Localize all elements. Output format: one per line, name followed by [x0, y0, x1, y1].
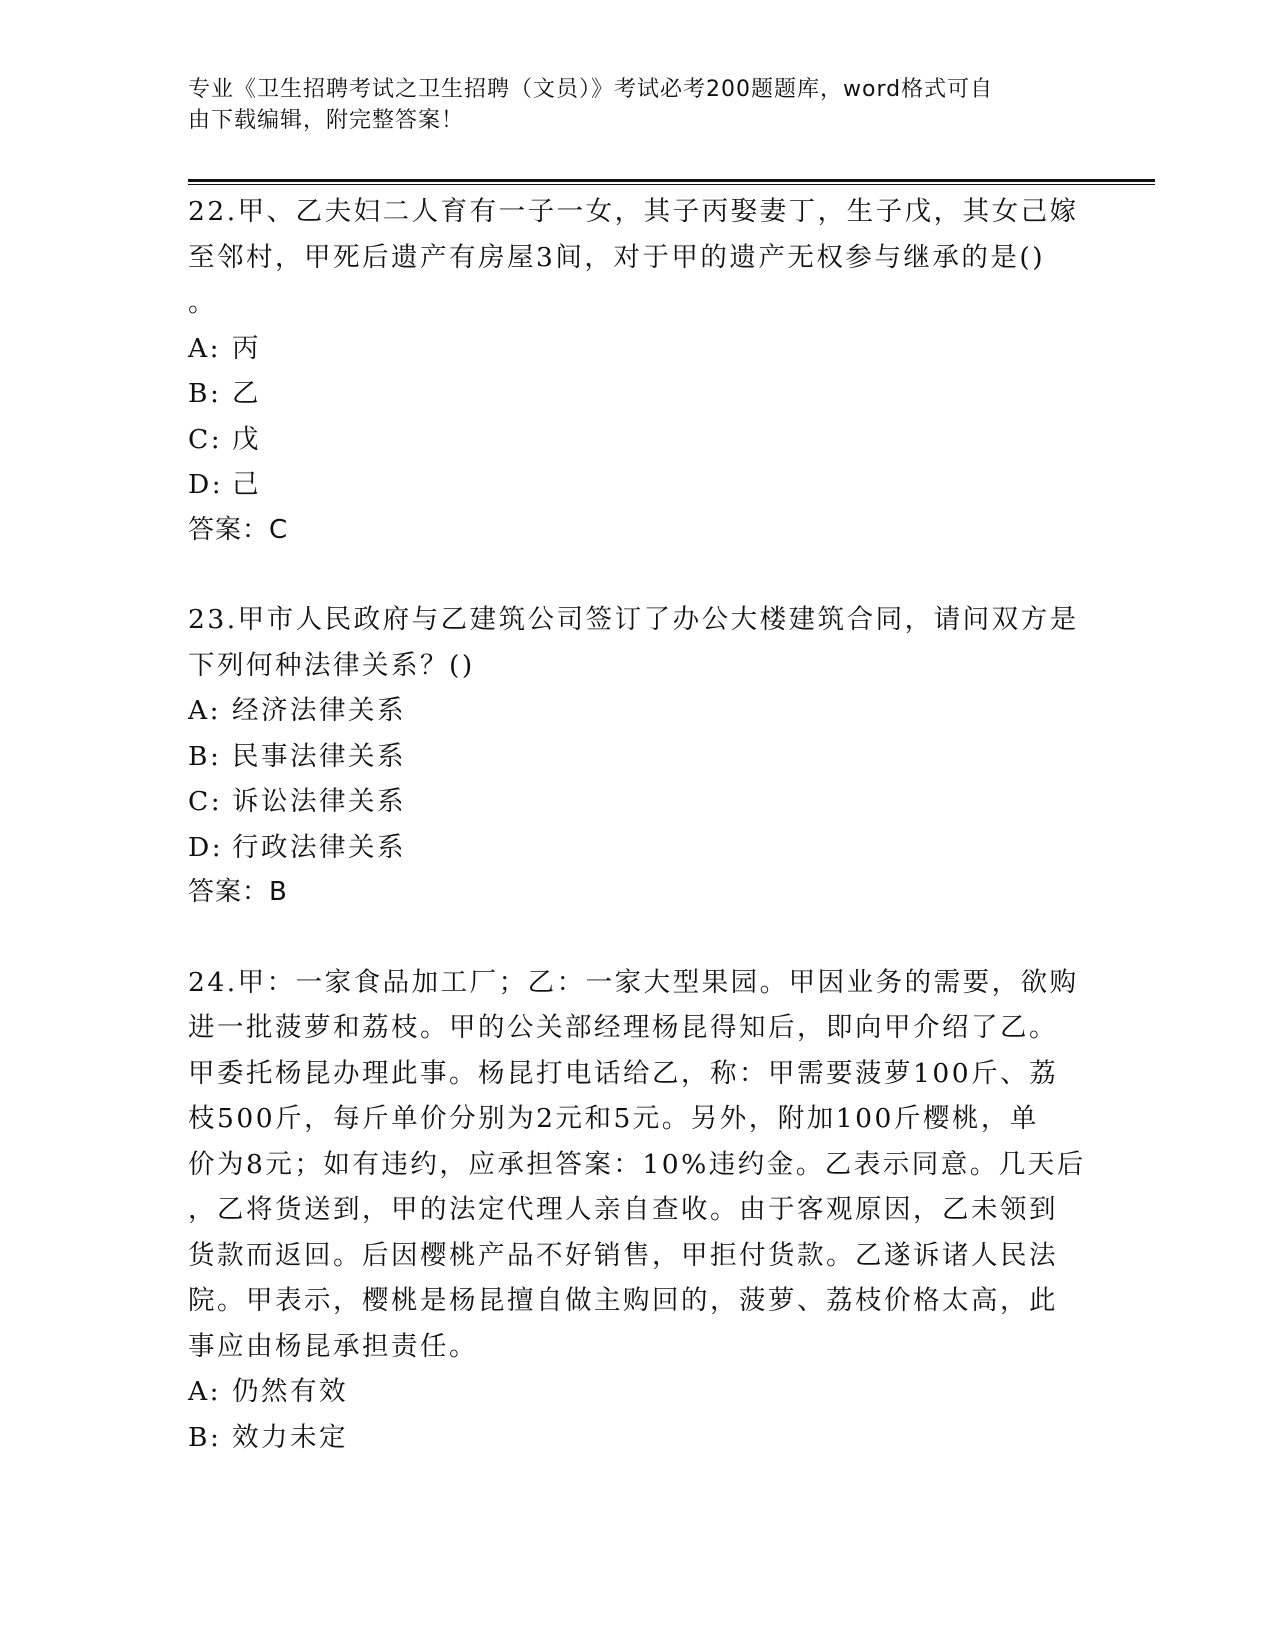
option-a — [188, 1369, 1088, 1415]
question-spacer — [188, 553, 1088, 597]
option-c — [188, 779, 1088, 825]
option-text: 诉讼法律关系 — [232, 786, 406, 817]
option-text: 乙 — [232, 378, 261, 409]
option-a — [188, 326, 1088, 372]
option-text: 民事法律关系 — [232, 740, 406, 772]
question-22 — [188, 189, 1088, 553]
question-text-line: 22.甲、乙夫妇二人育有一子一女，其子丙娶妻丁，生子戊，其女己嫁 — [188, 196, 1079, 227]
option-d — [188, 462, 1088, 508]
option-letter: B: — [188, 1421, 222, 1453]
header-line-2: 由下载编辑，附完整答案！ — [188, 108, 465, 133]
question-text-line: 事应由杨昆承担责任。 — [188, 1330, 478, 1362]
option-letter: A: — [188, 332, 222, 364]
option-text: 仍然有效 — [232, 1376, 348, 1407]
option-d — [188, 825, 1088, 871]
option-letter: A: — [188, 695, 222, 726]
header-divider-thick — [188, 179, 1155, 182]
option-text: 行政法律关系 — [232, 831, 406, 863]
option-text: 戊 — [232, 423, 261, 455]
option-b — [188, 1415, 1088, 1461]
option-b — [188, 371, 1088, 417]
question-text-line: 。 — [188, 287, 217, 318]
header-line-1: 专业《卫生招聘考试之卫生招聘（文员）》考试必考200题题库，word格式可自 — [188, 77, 994, 102]
option-letter: A: — [188, 1376, 222, 1407]
question-24 — [188, 960, 1088, 1461]
question-text-line: 枝500斤，每斤单价分别为2元和5元。另外，附加100斤樱桃，单 — [188, 1103, 1039, 1134]
question-text-line: 至邻村，甲死后遗产有房屋3间，对于甲的遗产无权参与继承的是() — [188, 241, 1046, 273]
header-divider-thin — [188, 184, 1155, 185]
question-text-line: 进一批菠萝和荔枝。甲的公关部经理杨昆得知后，即向甲介绍了乙。 — [188, 1012, 1058, 1043]
question-list — [188, 189, 1088, 1460]
option-letter: C: — [188, 423, 223, 455]
question-text-line: 24.甲：一家食品加工厂；乙：一家大型果园。甲因业务的需要，欲购 — [188, 966, 1079, 998]
question-text-line: 院。甲表示，樱桃是杨昆擅自做主购回的，菠萝、荔枝价格太高，此 — [188, 1285, 1058, 1316]
question-text-line: 甲委托杨昆办理此事。杨昆打电话给乙，称：甲需要菠萝100斤、荔 — [188, 1057, 1059, 1089]
question-text-line: 货款而返回。后因樱桃产品不好销售，甲拒付货款。乙遂诉诸人民法 — [188, 1239, 1058, 1271]
answer-line: 答案：C — [188, 514, 289, 545]
option-letter: B: — [188, 740, 222, 772]
document-header — [188, 74, 1068, 136]
option-letter: B: — [188, 378, 222, 409]
question-text-line: 23.甲市人民政府与乙建筑公司签订了办公大楼建筑合同，请问双方是 — [188, 604, 1079, 635]
option-b — [188, 734, 1088, 780]
option-letter: D: — [188, 831, 224, 863]
answer-line: 答案：B — [188, 877, 288, 907]
option-text: 丙 — [232, 332, 261, 364]
option-a — [188, 688, 1088, 734]
option-c — [188, 417, 1088, 463]
option-letter: C: — [188, 786, 223, 817]
option-text: 经济法律关系 — [232, 695, 406, 726]
option-text: 效力未定 — [232, 1421, 348, 1453]
option-text: 己 — [232, 469, 261, 500]
question-text-line: 价为8元；如有违约，应承担答案：10%违约金。乙表示同意。几天后 — [188, 1148, 1086, 1180]
question-spacer — [188, 916, 1088, 960]
question-text-line: ，乙将货送到，甲的法定代理人亲自查收。由于客观原因，乙未领到 — [188, 1194, 1058, 1225]
question-23 — [188, 597, 1088, 916]
question-text-line: 下列何种法律关系？() — [188, 649, 475, 681]
option-letter: D: — [188, 469, 224, 500]
